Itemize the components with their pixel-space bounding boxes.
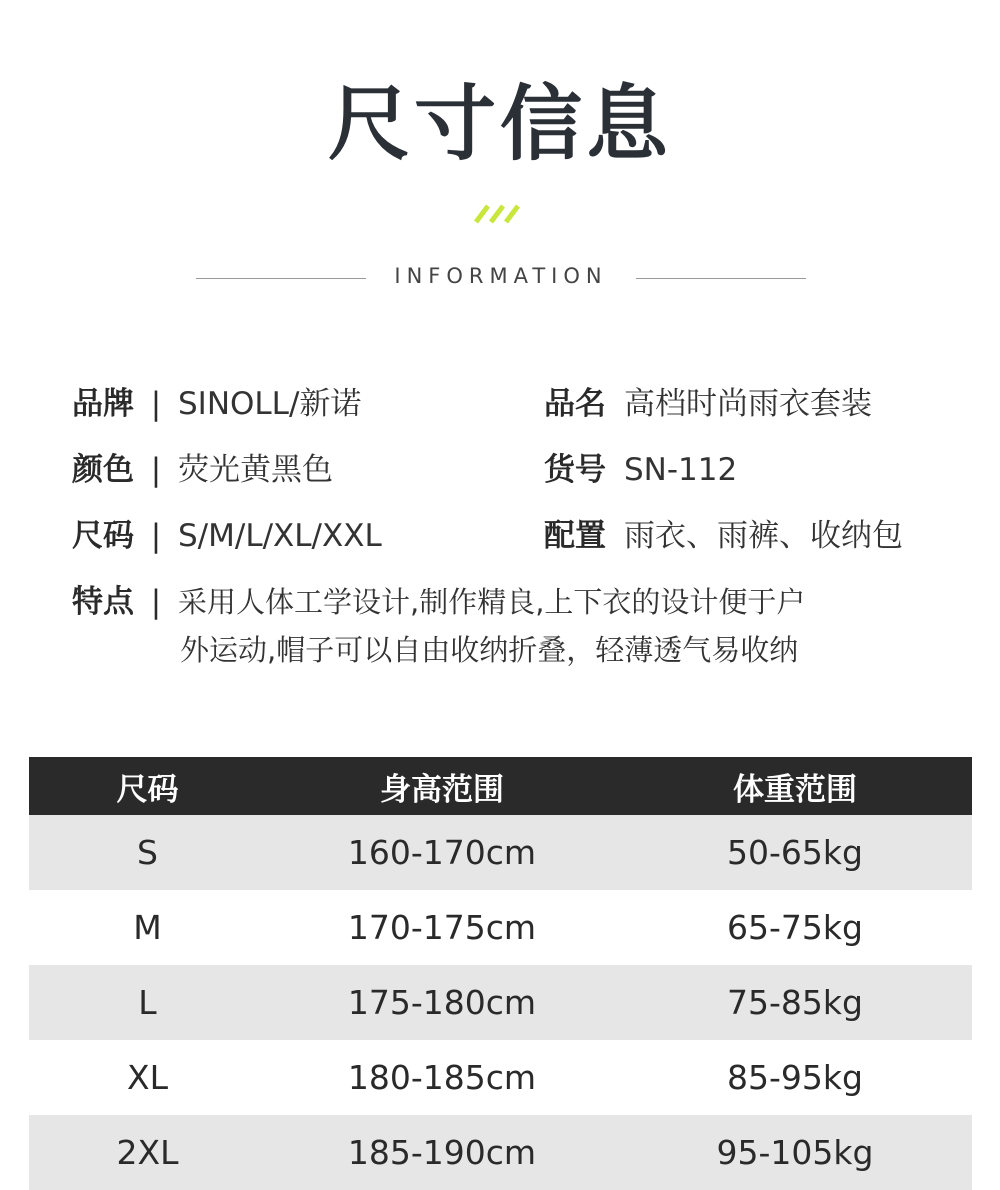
spec-color — [72, 450, 333, 490]
spec-item-no — [544, 450, 737, 490]
cell-height: 185-190cm — [266, 1115, 618, 1190]
page-title: 尺寸信息 — [327, 77, 672, 172]
spec-value: S/M/L/XL/XXL — [178, 518, 382, 554]
spec-name — [544, 384, 872, 424]
table-row — [29, 890, 972, 965]
table-row — [29, 1040, 972, 1115]
cell-height: 170-175cm — [266, 890, 618, 965]
features-line-1: 采用人体工学设计,制作精良,上下衣的设计便于户 — [178, 585, 806, 619]
divider-line-left — [196, 278, 366, 279]
spec-value: SN-112 — [624, 452, 738, 488]
spec-label: 配置 — [544, 518, 606, 554]
slash-accent-icon — [472, 200, 532, 228]
spec-separator: | — [150, 386, 162, 422]
size-table — [29, 757, 972, 1190]
cell-size: 2XL — [29, 1115, 266, 1190]
spec-label: 品名 — [544, 386, 606, 422]
column-header-size: 尺码 — [29, 757, 266, 815]
spec-separator: | — [150, 452, 162, 488]
cell-height: 160-170cm — [266, 815, 618, 890]
cell-height: 180-185cm — [266, 1040, 618, 1115]
information-divider — [0, 262, 1000, 296]
spec-value: 高档时尚雨衣套装 — [624, 386, 872, 422]
features-line-2: 外运动,帽子可以自由收纳折叠，轻薄透气易收纳 — [180, 633, 799, 667]
cell-size: L — [29, 965, 266, 1040]
spec-value: SINOLL/新诺 — [178, 386, 362, 422]
spec-features — [72, 582, 805, 622]
spec-label: 尺码 — [72, 518, 134, 554]
cell-weight: 65-75kg — [618, 890, 972, 965]
cell-weight: 95-105kg — [618, 1115, 972, 1190]
cell-size: M — [29, 890, 266, 965]
section-subtitle: INFORMATION — [394, 264, 608, 288]
spec-separator: | — [150, 584, 162, 620]
column-header-height: 身高范围 — [266, 757, 618, 815]
column-header-weight: 体重范围 — [618, 757, 972, 815]
spec-label: 颜色 — [72, 452, 134, 488]
table-row — [29, 1115, 972, 1190]
divider-line-right — [636, 278, 806, 279]
cell-weight: 50-65kg — [618, 815, 972, 890]
spec-label: 货号 — [544, 452, 606, 488]
spec-value: 荧光黄黑色 — [178, 452, 333, 488]
spec-label: 特点 — [72, 584, 134, 620]
spec-sizes — [72, 516, 382, 556]
spec-value: 雨衣、雨裤、收纳包 — [624, 518, 903, 554]
cell-weight: 85-95kg — [618, 1040, 972, 1115]
spec-separator: | — [150, 518, 162, 554]
cell-weight: 75-85kg — [618, 965, 972, 1040]
table-row — [29, 815, 972, 890]
spec-config — [544, 516, 903, 556]
spec-brand — [72, 384, 361, 424]
spec-label: 品牌 — [72, 386, 134, 422]
cell-size: XL — [29, 1040, 266, 1115]
table-row — [29, 965, 972, 1040]
table-header-row — [29, 757, 972, 815]
cell-size: S — [29, 815, 266, 890]
cell-height: 175-180cm — [266, 965, 618, 1040]
